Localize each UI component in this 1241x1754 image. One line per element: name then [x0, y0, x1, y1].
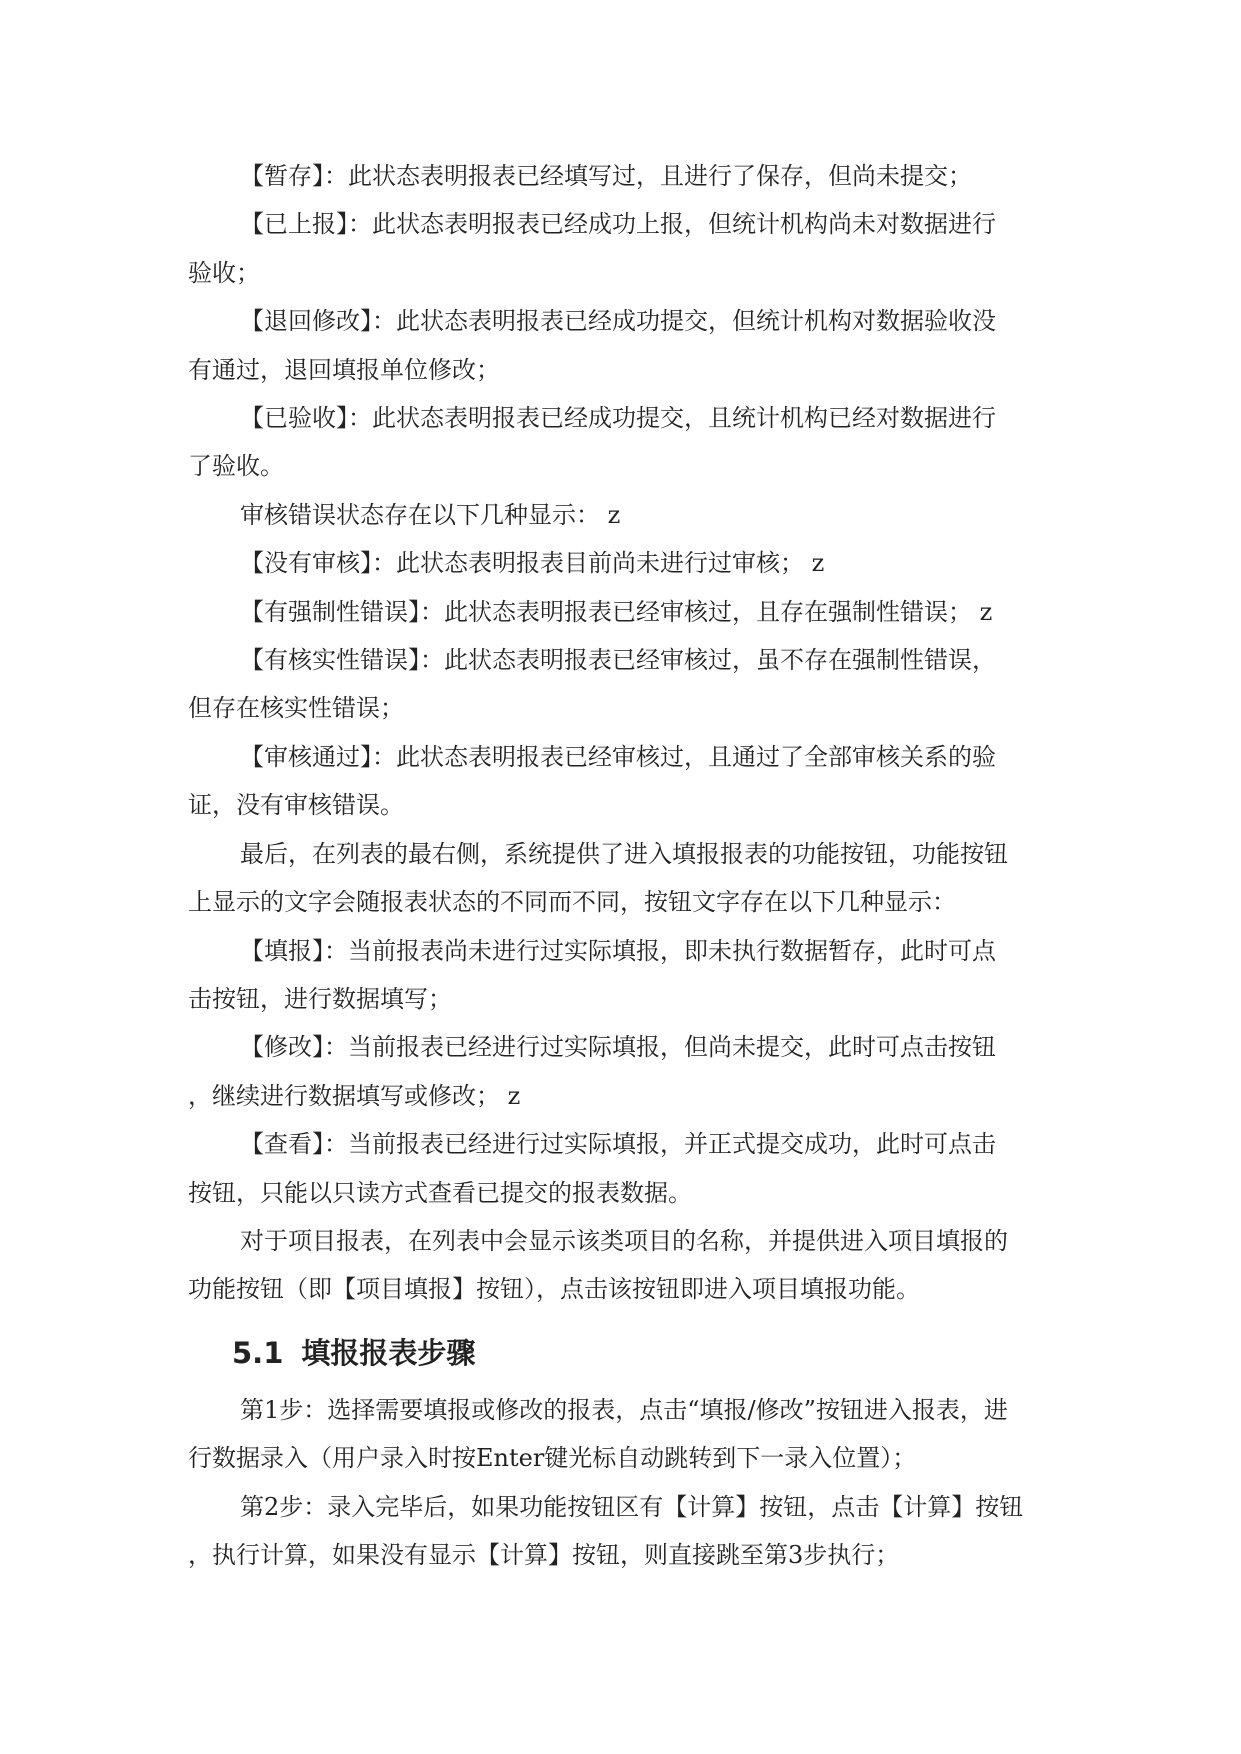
- text-line: 【已上报】：此状态表明报表已经成功上报，但统计机构尚未对数据进行: [240, 210, 996, 238]
- step-line: 行数据录入（用户录入时按Enter键光标自动跳转到下一录入位置）；: [188, 1444, 917, 1472]
- section-title: 填报报表步骤: [301, 1336, 476, 1370]
- text-line: ，继续进行数据填写或修改； z: [188, 1082, 521, 1110]
- text-line: 但存在核实性错误；: [188, 694, 404, 722]
- text-line: 【有核实性错误】：此状态表明报表已经审核过，虽不存在强制性错误，: [240, 646, 996, 674]
- text-line: 按钮，只能以只读方式查看已提交的报表数据。: [188, 1179, 692, 1207]
- text-line: 【审核通过】：此状态表明报表已经审核过，且通过了全部审核关系的验: [240, 743, 996, 771]
- section-number: 5.1: [232, 1336, 284, 1370]
- text-line: 【修改】：当前报表已经进行过实际填报，但尚未提交，此时可点击按钮: [240, 1033, 996, 1061]
- text-line: 【没有审核】：此状态表明报表目前尚未进行过审核； z: [240, 549, 825, 577]
- text-line: 证，没有审核错误。: [188, 791, 404, 819]
- text-line: 【有强制性错误】：此状态表明报表已经审核过，且存在强制性错误； z: [240, 598, 993, 626]
- text-line: 最后，在列表的最右侧，系统提供了进入填报报表的功能按钮，功能按钮: [240, 840, 1008, 868]
- text-line: 对于项目报表，在列表中会显示该类项目的名称，并提供进入项目填报的: [240, 1227, 1008, 1255]
- text-line: 【查看】：当前报表已经进行过实际填报，并正式提交成功，此时可点击: [240, 1130, 996, 1158]
- step-line: 第2步：录入完毕后，如果功能按钮区有【计算】按钮，点击【计算】按钮: [240, 1493, 1024, 1521]
- text-line: 上显示的文字会随报表状态的不同而不同，按钮文字存在以下几种显示：: [188, 888, 956, 916]
- step-line: ，执行计算，如果没有显示【计算】按钮，则直接跳至第3步执行；: [188, 1541, 900, 1569]
- text-line: 审核错误状态存在以下几种显示： z: [240, 501, 621, 529]
- text-line: 了验收。: [188, 452, 284, 480]
- step-line: 第1步：选择需要填报或修改的报表，点击“填报/修改”按钮进入报表，进: [240, 1396, 1008, 1424]
- section-heading: [232, 1330, 475, 1376]
- text-line: 击按钮，进行数据填写；: [188, 985, 452, 1013]
- text-line: 【退回修改】：此状态表明报表已经成功提交，但统计机构对数据验收没: [240, 307, 996, 335]
- text-line: 【填报】：当前报表尚未进行过实际填报，即未执行数据暂存，此时可点: [240, 937, 996, 965]
- text-line: 有通过，退回填报单位修改；: [188, 356, 500, 384]
- text-line: 【已验收】：此状态表明报表已经成功提交，且统计机构已经对数据进行: [240, 404, 996, 432]
- text-line: 验收；: [188, 259, 260, 287]
- text-line: 【暂存】：此状态表明报表已经填写过，且进行了保存，但尚未提交；: [240, 162, 972, 190]
- text-line: 功能按钮（即【项目填报】按钮），点击该按钮即进入项目填报功能。: [188, 1275, 920, 1303]
